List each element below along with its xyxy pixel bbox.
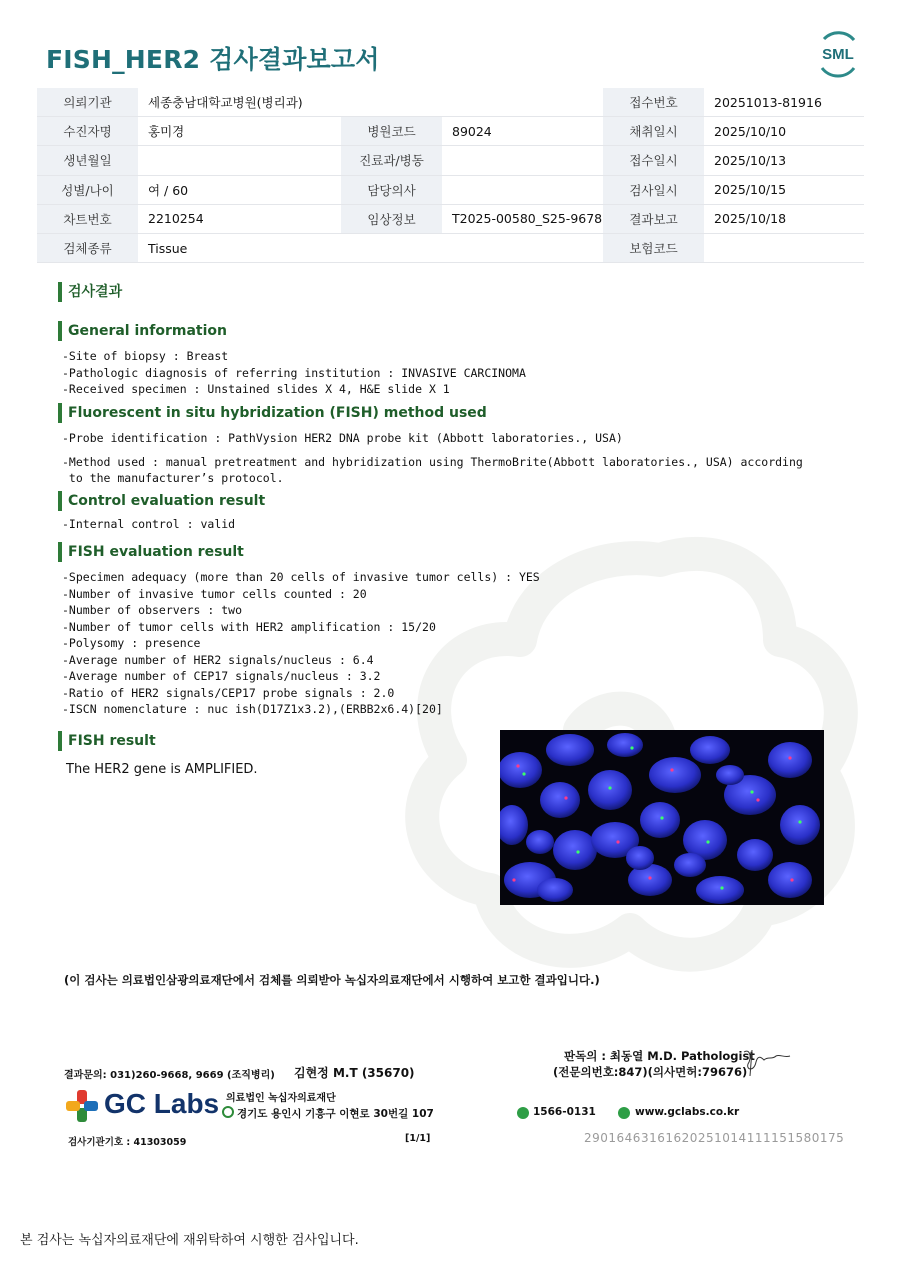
fish-signal [564,796,567,799]
general-info-lines [62,348,526,398]
evaluation-line: -Average number of CEP17 signals/nucleus : 3.2 [62,669,381,683]
cell-nucleus [640,802,680,838]
info-value [138,146,341,175]
info-value: 2025/10/13 [704,146,864,175]
sml-logo [814,30,862,78]
info-value: 2025/10/18 [704,204,864,233]
cell-nucleus [696,876,744,904]
info-row [37,233,864,262]
fish-signal [756,798,759,801]
info-label: 채취일시 [603,117,704,146]
cell-nucleus [649,757,701,793]
info-label: 접수번호 [603,88,704,117]
evaluation-line: -Ratio of HER2 signals/CEP17 probe signals : 2.0 [62,685,395,700]
fish-signal [616,840,619,843]
evaluation-heading: FISH evaluation result [58,542,244,562]
fish-signal [648,876,651,879]
evaluation-line: -Number of observers : two [62,603,243,617]
info-label: 생년월일 [37,146,138,175]
inquiry-contact: 결과문의: 031)260-9668, 9669 (조직병리) [64,1070,275,1081]
cell-nucleus [768,742,812,778]
info-value: Tissue [138,233,603,262]
info-value: 2025/10/10 [704,117,864,146]
svg-text:SML: SML [822,46,854,63]
pathologist-license: (전문의번호:847)(의사면허:79676) [553,1065,748,1079]
fish-signal [790,878,793,881]
website-icon [618,1107,630,1119]
fish-signal [608,786,611,789]
probe-identification-line: -Probe identification : PathVysion HER2 DNA probe kit (Abbott laboratories., USA) [62,431,623,445]
info-value: 20251013-81916 [704,88,864,117]
fish-signal [788,756,791,759]
page-number: [1/1] [405,1133,431,1144]
phone-icon [517,1107,529,1119]
info-value: 홍미경 [138,117,341,146]
fish-signal [516,764,519,767]
info-row [37,117,864,146]
pathologist-signature [738,1044,794,1078]
info-value [442,146,603,175]
patient-info-table [37,88,864,263]
method-used-line: -Method used : manual pretreatment and hybridization using ThermoBrite(Abbott laboratories., USA) according [62,455,803,469]
fish-microscopy-image [500,730,824,905]
cell-nucleus [690,736,730,764]
fish-result-heading: FISH result [58,731,156,751]
info-label: 의뢰기관 [37,88,138,117]
results-heading: 검사결과 [58,282,122,302]
pathologist-name: 판독의 : 최동열 M.D. Pathologist [564,1049,755,1063]
cell-nucleus [607,733,643,757]
evaluation-lines [62,569,540,718]
fish-signal [798,820,801,823]
gc-labs-logo [64,1088,220,1124]
fish-signal [512,878,515,881]
info-label: 접수일시 [603,146,704,175]
evaluation-line: -Specimen adequacy (more than 20 cells of invasive tumor cells) : YES [62,570,540,584]
fish-signal [660,816,663,819]
foundation-name: 의료법인 녹십자의료재단 [226,1093,336,1104]
fish-result-text: The HER2 gene is AMPLIFIED. [66,762,258,777]
general-info-line: -Site of biopsy : Breast [62,349,229,363]
fish-signal [720,886,723,889]
bottom-note: 본 검사는 녹십자의료재단에 재위탁하여 시행한 검사입니다. [20,1233,359,1248]
cell-nucleus [537,878,573,902]
info-label: 성별/나이 [37,175,138,204]
cell-nucleus [674,853,706,877]
cell-nucleus [737,839,773,871]
method-heading: Fluorescent in situ hybridization (FISH) method used [58,403,487,423]
general-info-heading: General information [58,321,227,341]
info-value: 2025/10/15 [704,175,864,204]
evaluation-line: -Polysomy : presence [62,636,201,650]
cell-nucleus [716,765,744,785]
cell-nucleus [588,770,632,810]
info-label: 차트번호 [37,204,138,233]
cell-nucleus [780,805,820,845]
info-row [37,175,864,204]
cell-nucleus [626,846,654,870]
website-url: www.gclabs.co.kr [635,1106,740,1118]
cell-nucleus [553,830,597,870]
info-label: 수진자명 [37,117,138,146]
evaluation-line: -Number of tumor cells with HER2 amplification : 15/20 [62,619,436,634]
fish-signal [522,772,525,775]
info-value [442,175,603,204]
report-title: FISH_HER2 검사결과보고서 [46,45,380,74]
info-value: T2025-00580_S25-9678 [442,204,603,233]
control-line: -Internal control : valid [62,517,236,531]
info-label: 담당의사 [341,175,442,204]
barcode-number: 29016463161620251014111151580175 [584,1131,845,1145]
referral-notice: (이 검사는 의료법인삼광의료재단에서 검체를 의뢰받아 녹십자의료재단에서 시행하여 보고한 결과입니다.) [64,973,600,987]
cell-nucleus [546,734,594,766]
info-value: 2210254 [138,204,341,233]
cell-nucleus [540,782,580,818]
fish-signal [706,840,709,843]
info-label: 진료과/병동 [341,146,442,175]
cell-nucleus [526,830,554,854]
general-info-line: -Received specimen : Unstained slides X 4, H&E slide X 1 [62,382,450,396]
foundation-address: 경기도 용인시 기흥구 이현로 30번길 107 [237,1108,434,1120]
phone-number: 1566-0131 [533,1106,596,1118]
fish-signal [750,790,753,793]
info-value: 89024 [442,117,603,146]
info-row [37,204,864,233]
info-value [704,233,864,262]
method-used-line-cont: to the manufacturer’s protocol. [62,471,284,485]
info-label: 검사일시 [603,175,704,204]
info-label: 임상정보 [341,204,442,233]
info-value: 여 / 60 [138,175,341,204]
fish-signal [630,746,633,749]
info-row [37,146,864,175]
gc-cross-icon [64,1088,100,1124]
location-icon [222,1106,234,1118]
cell-nucleus [500,752,542,788]
evaluation-line: -ISCN nomenclature : nuc ish(D17Z1x3.2),(ERBB2x6.4)[20] [62,702,443,716]
technician: 김현정 M.T (35670) [294,1066,415,1080]
info-row [37,88,864,117]
evaluation-line: -Average number of HER2 signals/nucleus : 6.4 [62,652,374,667]
institution-code: 검사기관기호 : 41303059 [68,1137,187,1148]
cell-nucleus [768,862,812,898]
info-label: 보험코드 [603,233,704,262]
fish-signal [670,768,673,771]
general-info-line: -Pathologic diagnosis of referring institution : INVASIVE CARCINOMA [62,365,526,380]
gc-labs-wordmark: GC Labs [104,1088,220,1119]
info-label: 결과보고 [603,204,704,233]
evaluation-line: -Number of invasive tumor cells counted : 20 [62,586,367,601]
fish-signal [576,850,579,853]
info-value: 세종충남대학교병원(병리과) [138,88,603,117]
info-label: 검체종류 [37,233,138,262]
info-label: 병원코드 [341,117,442,146]
control-heading: Control evaluation result [58,491,265,511]
